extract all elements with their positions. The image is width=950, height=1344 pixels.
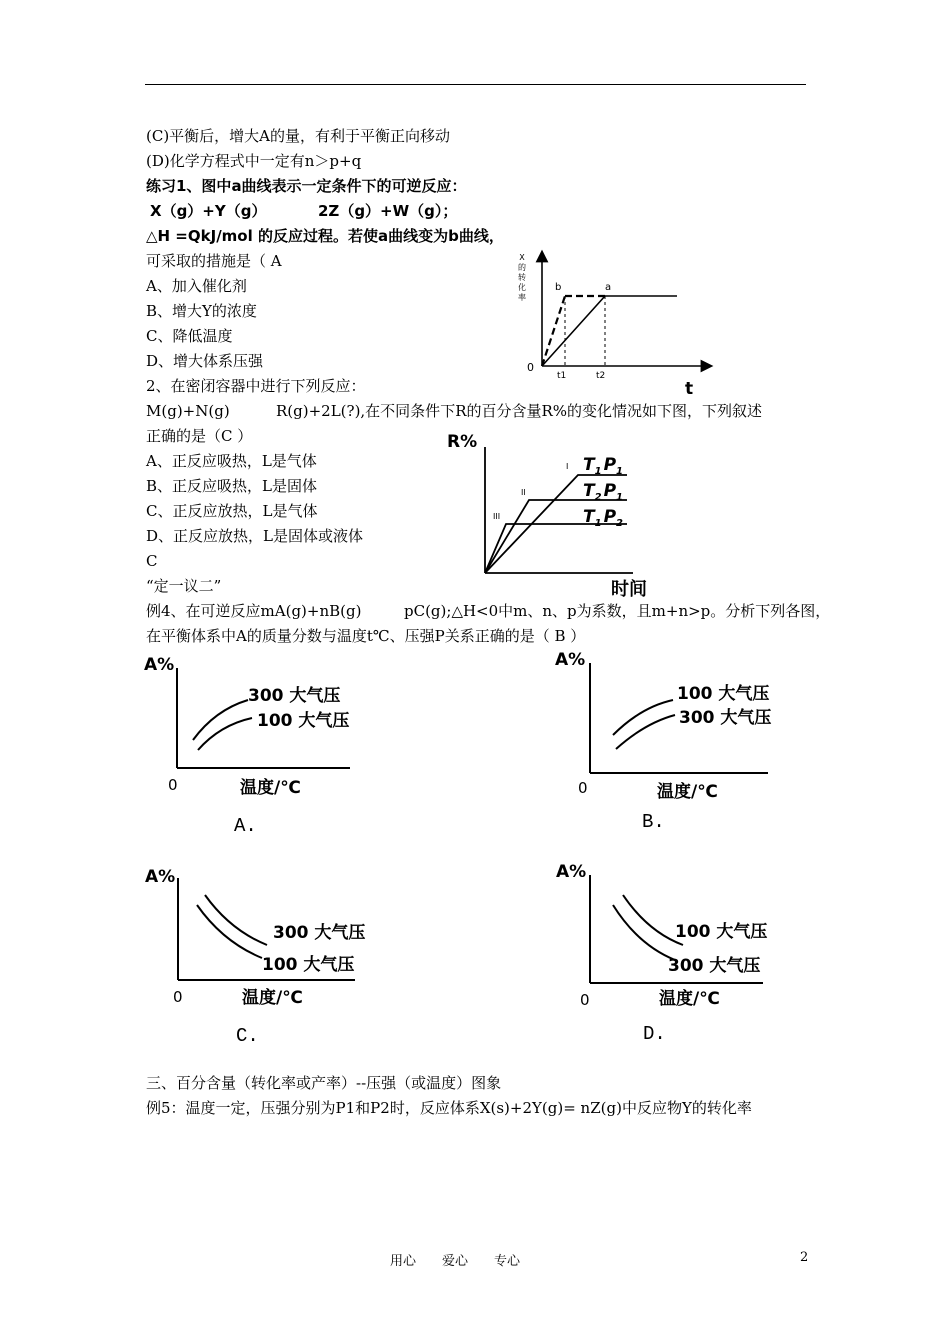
conversion-graph [505, 250, 715, 400]
choice-a: A、正反应吸热，L是气体 [146, 452, 317, 470]
curve-III-label: $T_1$ $P_2$ [583, 507, 624, 529]
origin-label: 0 [578, 779, 588, 797]
curve-a [542, 296, 605, 366]
curve-lower [198, 718, 252, 750]
footer-item: 用心 [390, 1254, 417, 1269]
text-line: 在平衡体系中A的质量分数与温度t℃、压强P关系正确的是（ B ） [146, 627, 586, 645]
curve-upper [193, 700, 248, 740]
panel-d-graph [553, 857, 783, 1012]
choice-d: D、增大体系压强 [146, 352, 264, 370]
curve-b-label: b [555, 282, 562, 293]
y-axis-label: A% [145, 867, 176, 887]
x-axis-label: t [685, 379, 694, 399]
tick-t2: t2 [596, 371, 606, 381]
label-lower: 100 大气压 [262, 955, 355, 975]
example-4-right: pC(g);△H<0中m、n、p为系数，且m+n>p。分析下列各图， [404, 602, 831, 620]
label-lower: 300 大气压 [668, 956, 761, 976]
text-line: (D)化学方程式中一定有n＞p+q [146, 152, 362, 170]
y-axis-label: 化 [518, 283, 526, 292]
y-axis-label: 率 [518, 293, 526, 302]
choice-b: B、增大Y的浓度 [146, 302, 257, 320]
footer [390, 1250, 546, 1269]
origin-label: 0 [173, 988, 183, 1006]
choice-b: B、正反应吸热，L是固体 [146, 477, 317, 495]
y-axis-label: R% [447, 432, 478, 452]
section-heading: 三、百分含量（转化率或产率）--压强（或温度）图象 [146, 1074, 502, 1092]
text-line: 可采取的措施是（ A [146, 252, 282, 270]
curve-lower [197, 905, 262, 958]
x-axis-label: 温度/℃ [657, 782, 718, 802]
choice-a: A、加入催化剂 [146, 277, 247, 295]
option-a-label: A. [234, 815, 257, 837]
text-line: △H =QkJ/mol 的反应过程。若使a曲线变为b曲线， [146, 227, 504, 245]
text-line: 正确的是（C ） [146, 427, 253, 445]
exercise-heading: 练习1、图中a曲线表示一定条件下的可逆反应： [146, 177, 467, 195]
curve-b [542, 296, 565, 366]
y-axis-label: A% [556, 862, 587, 882]
curve-II-roman: II [521, 488, 526, 497]
example-4-left: 例4、在可逆反应mA(g)+nB(g) [146, 602, 362, 620]
question-2: 2、在密闭容器中进行下列反应： [146, 377, 366, 395]
label-upper: 300 大气压 [273, 923, 366, 943]
label-upper: 100 大气压 [675, 922, 768, 942]
y-axis-label: 转 [518, 273, 526, 282]
choice-c: C、正反应放热，L是气体 [146, 502, 318, 520]
footer-item: 专心 [494, 1254, 521, 1269]
equation-left: M(g)+N(g) [146, 402, 230, 420]
option-b-label: B. [642, 811, 665, 833]
curve-upper [205, 895, 267, 945]
option-d-label: D. [643, 1023, 666, 1045]
header-rule [145, 84, 806, 85]
example-5: 例5：温度一定，压强分别为P1和P2时，反应体系X(s)+2Y(g)= nZ(g)中反应物Y的转化率 [146, 1099, 752, 1117]
y-axis-label: X [519, 253, 525, 262]
x-axis-label: 温度/℃ [240, 778, 301, 798]
curve-III-roman: III [493, 512, 501, 521]
text-line: (C)平衡后，增大A的量，有利于平衡正向移动 [146, 127, 451, 145]
choice-c: C、降低温度 [146, 327, 233, 345]
equation-right: 2Z（g）+W（g）； [318, 202, 458, 220]
answer: C [146, 552, 158, 570]
y-axis-label: A% [555, 650, 586, 670]
choice-d: D、正反应放热，L是固体或液体 [146, 527, 363, 545]
label-upper: 100 大气压 [677, 684, 770, 704]
label-lower: 300 大气压 [679, 708, 772, 728]
curve-a-label: a [605, 282, 612, 293]
y-axis-label: A% [144, 655, 175, 675]
tick-t1: t1 [557, 371, 567, 381]
origin-label: 0 [580, 991, 590, 1009]
equation-left: X（g）+Y（g） [150, 202, 267, 220]
curve-II-label: $T_2$ $P_1$ [583, 481, 624, 503]
curve-lower [613, 905, 675, 960]
label-lower: 100 大气压 [257, 711, 350, 731]
x-axis-label: 温度/℃ [242, 988, 303, 1008]
section-title: “定一议二” [146, 577, 222, 595]
origin-label: 0 [168, 776, 178, 794]
option-c-label: C. [236, 1025, 259, 1047]
footer-item: 爱心 [442, 1254, 469, 1269]
page-number: 2 [800, 1250, 809, 1265]
x-axis-label: 时间 [611, 579, 647, 600]
curve-III [485, 524, 627, 573]
equation-right: R(g)+2L(?),在不同条件下R的百分含量R%的变化情况如下图，下列叙述 [276, 402, 763, 420]
y-axis-label: 的 [518, 263, 526, 272]
panel-c-graph [145, 860, 375, 1015]
r-percent-graph [445, 425, 665, 600]
origin-label: 0 [527, 361, 534, 374]
label-upper: 300 大气压 [248, 686, 341, 706]
curve-I-label: $T_1$ $P_1$ [583, 455, 624, 477]
curve-upper [623, 895, 683, 945]
panel-b-graph [553, 645, 783, 800]
curve-I-roman: I [566, 462, 569, 471]
curve-lower [616, 715, 675, 749]
panel-a-graph [140, 650, 370, 800]
x-axis-label: 温度/℃ [659, 989, 720, 1009]
